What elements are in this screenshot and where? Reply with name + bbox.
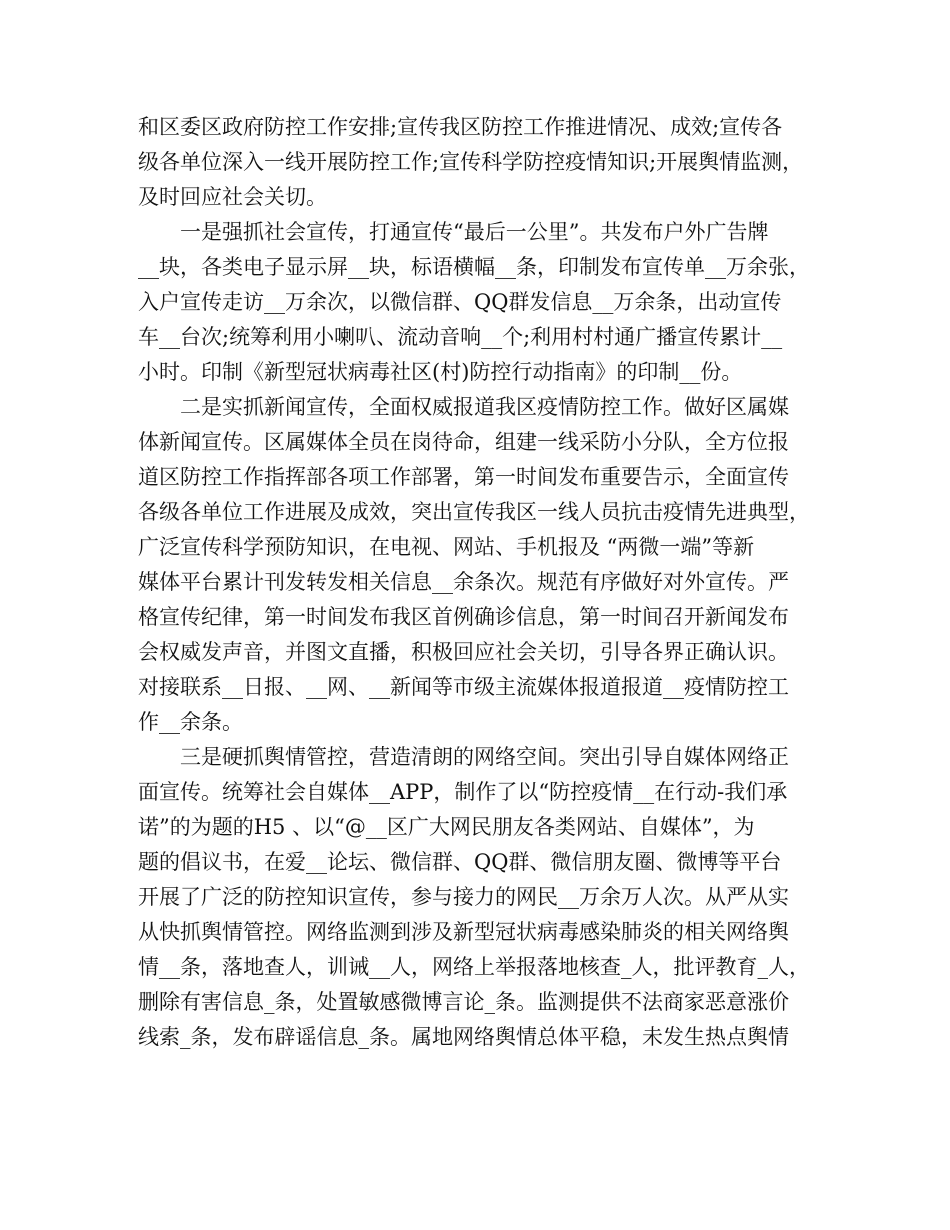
text-line: 体新闻宣传。区属媒体全员在岗待命，组建一线采防小分队，全方位报 (138, 430, 789, 454)
text-line: 各级各单位工作进展及成效，突出宣传我区一线人员抗击疫情先进典型， (138, 500, 810, 524)
text-line: 开展了广泛的防控知识宣传，参与接力的网民__万余万人次。从严从实 (138, 885, 789, 909)
text-line: 对接联系__日报、__网、__新闻等市级主流媒体报道报道__疫情防控工 (138, 675, 789, 699)
text-line: 一是强抓社会宣传，打通宣传“最后一公里”。共发布户外广告牌 (180, 220, 769, 244)
paragraph-intro (138, 110, 814, 215)
text-line: 诺”的为题的H5 、以“@__区广大网民朋友各类网站、自媒体”，为 (138, 815, 755, 839)
text-line: 道区防控工作指挥部各项工作部署，第一时间发布重要告示，全面宣传 (138, 465, 789, 489)
paragraph-opinion-control (138, 740, 814, 1055)
text-line: 二是实抓新闻宣传，全面权威报道我区疫情防控工作。做好区属媒 (180, 395, 789, 419)
text-line: 删除有害信息_条，处置敏感微博言论_条。监测提供不法商家恶意涨价 (138, 990, 789, 1014)
text-line: 及时回应社会关切。 (138, 185, 327, 209)
text-line: __块，各类电子显示屏__块，标语横幅__条，印制发布宣传单__万余张， (138, 255, 810, 279)
text-line: 从快抓舆情管控。网络监测到涉及新型冠状病毒感染肺炎的相关网络舆 (138, 920, 789, 944)
text-line: 面宣传。统筹社会自媒体__APP，制作了以“防控疫情__在行动-我们承 (138, 780, 788, 804)
text-line: 题的倡议书，在爱__论坛、微信群、QQ群、微信朋友圈、微博等平台 (138, 850, 782, 874)
text-line: 和区委区政府防控工作安排;宣传我区防控工作推进情况、成效;宣传各 (138, 115, 783, 139)
text-line: 广泛宣传科学预防知识，在电视、网站、手机报及 “两微一端”等新 (138, 535, 755, 559)
text-line: 会权威发声音，并图文直播，积极回应社会关切，引导各界正确认识。 (138, 640, 789, 664)
text-line: 线索_条，发布辟谣信息_条。属地网络舆情总体平稳，未发生热点舆情 (138, 1025, 789, 1049)
text-line: 级各单位深入一线开展防控工作;宣传科学防控疫情知识;开展舆情监测， (138, 150, 804, 174)
paragraph-social-publicity (138, 215, 814, 390)
text-line: 三是硬抓舆情管控，营造清朗的网络空间。突出引导自媒体网络正 (180, 745, 789, 769)
paragraph-news-publicity (138, 390, 814, 740)
text-line: 小时。印制《新型冠状病毒社区(村)防控行动指南》的印制__份。 (138, 360, 743, 384)
text-line: 入户宣传走访__万余次，以微信群、QQ群发信息__万余条，出动宣传 (138, 290, 782, 314)
text-line: 车__台次;统筹利用小喇叭、流动音响__个;利用村村通广播宣传累计__ (138, 325, 783, 349)
text-line: 情__条，落地查人，训诫__人，网络上举报落地核查_人，批评教育_人， (138, 955, 810, 979)
text-line: 格宣传纪律，第一时间发布我区首例确诊信息，第一时间召开新闻发布 (138, 605, 789, 629)
text-line: 作__余条。 (138, 710, 243, 734)
text-line: 媒体平台累计刊发转发相关信息__余条次。规范有序做好对外宣传。严 (138, 570, 789, 594)
document-page (138, 110, 814, 1055)
